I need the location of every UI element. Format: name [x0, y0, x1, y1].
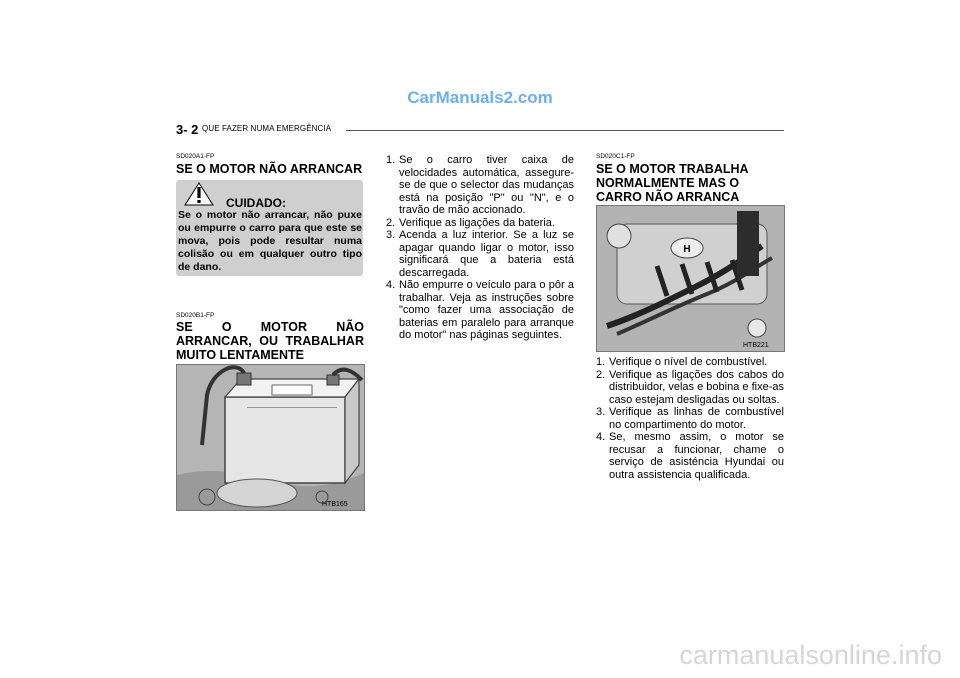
step-list — [386, 154, 574, 342]
battery-illustration — [177, 365, 364, 510]
list-item — [386, 217, 574, 230]
list-item — [386, 279, 574, 342]
list-item — [596, 369, 784, 407]
item-number: 4. — [386, 279, 396, 291]
caution-box — [176, 180, 363, 276]
item-text: Verifique o nível de combustível. — [609, 356, 768, 368]
svg-text:H: H — [683, 244, 691, 255]
header-rule — [346, 130, 784, 131]
warning-triangle-icon — [184, 182, 214, 206]
item-text: Não empurre o veículo para o pôr a trabalhar. Veja as instruções sobre "como fazer uma associação de baterias em paralelo para arranque do motor" nas páginas seguintes. — [399, 279, 574, 341]
step-list — [596, 356, 784, 481]
item-text: Verifique as ligações da bateria. — [399, 216, 555, 229]
engine-photo — [596, 205, 785, 352]
section-heading: SE O MOTOR NÃO ARRANCAR — [176, 162, 363, 176]
watermark-top[interactable]: CarManuals2.com — [407, 88, 553, 107]
caution-title: CUIDADO: — [226, 196, 286, 210]
item-number: 3. — [596, 406, 606, 418]
engine-illustration — [597, 206, 784, 351]
caution-text: Se o motor não arrancar, não puxe ou empurre o carro para que este se mova, pois pode resultar numa colisão ou em qualquer outro tipo de dano. — [178, 209, 362, 273]
list-item — [386, 229, 574, 279]
item-number: 4. — [596, 431, 606, 443]
item-text: Se, mesmo assim, o motor se recusar a funcionar, chame o serviço de asisténcia Hyundai ou outra assistencia qualificada. — [609, 431, 784, 481]
list-item — [386, 154, 574, 217]
section-code: SD020C1-FP — [596, 153, 635, 160]
item-text: Acenda a luz interior. Se a luz se apagar quando ligar o motor, isso significará que a bateria está descarregada. — [399, 229, 574, 279]
list-item — [596, 431, 784, 481]
list-item — [596, 356, 784, 369]
section-code: SD020B1-FP — [176, 312, 215, 319]
section-heading: SE O MOTOR NÃO ARRANCAR, OU TRABALHAR MUITO LENTAMENTE — [176, 320, 364, 362]
item-number: 1. — [386, 154, 396, 166]
section-heading: SE O MOTOR TRABALHA NORMALMENTE MAS O CARRO NÃO ARRANCA — [596, 162, 749, 204]
item-text: Verifique as ligações dos cabos do distribuidor, velas e bobina e fixe-as caso estejam desligadas ou soltas. — [609, 368, 784, 406]
image-label: HTB221 — [743, 342, 769, 349]
section-code: SD020A1-FP — [176, 153, 215, 160]
item-text: Verifique as linhas de combustível no compartimento do motor. — [609, 406, 784, 431]
item-number: 3. — [386, 229, 396, 241]
item-number: 2. — [596, 368, 606, 381]
item-number: 2. — [386, 216, 396, 229]
battery-photo — [176, 364, 365, 511]
watermark-bottom: carmanualsonline.info — [679, 640, 942, 670]
page-number: 3- 2 — [176, 122, 199, 137]
item-text: Se o carro tiver caixa de velocidades automática, assegure-se de que o selector das mudanças está na posição "P" ou "N", e o travão de mão accionado. — [399, 154, 574, 216]
list-item — [596, 406, 784, 431]
image-label: HTB165 — [322, 501, 348, 508]
item-number: 1. — [596, 356, 606, 368]
page-section-title: QUE FAZER NUMA EMERGÊNCIA — [202, 124, 332, 133]
